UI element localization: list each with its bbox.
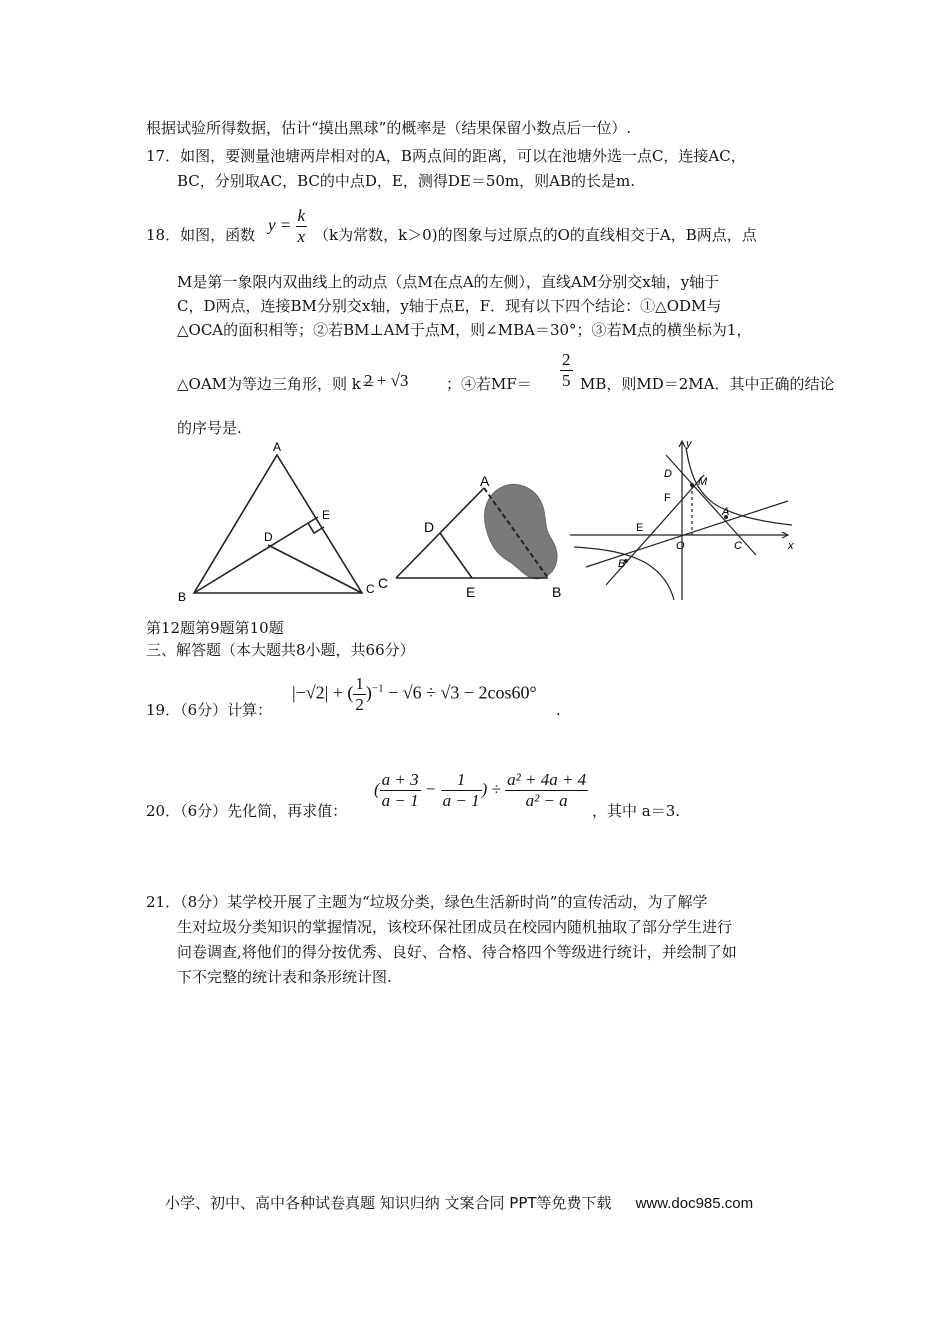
q20-num3: a² + 4a + 4	[507, 770, 587, 789]
figure-pond-9	[372, 470, 577, 605]
question-18-line2: M是第一象限内双曲线上的动点（点M在点A的左侧），直线AM分别交x轴，y轴于	[177, 273, 720, 291]
q19-part-b: )	[365, 682, 372, 703]
question-18-line4: △OCA的面积相等；②若BM⊥AM于点M，则∠MBA＝30°；③若M点的横坐标为1，	[177, 321, 752, 339]
triangle-abc	[194, 455, 362, 593]
fraction-denominator-x: x	[297, 227, 306, 246]
label-c: C	[378, 575, 389, 591]
k-value: 2 + √3	[364, 371, 409, 390]
figure-hyperbola-10	[566, 435, 806, 600]
label-b: B	[552, 584, 562, 600]
y-equals: y =	[268, 215, 292, 235]
question-18-line6: 的序号是.	[177, 419, 242, 437]
question-19-prefix: 19．（6分）计算：	[146, 701, 273, 719]
page-footer	[165, 1192, 753, 1213]
question-18-line1-suffix: （k为常数，k＞0)的图象与过原点的O的直线相交于A，B两点，点	[314, 226, 757, 244]
question-21-line1: 21．（8分）某学校开展了主题为“垃圾分类，绿色生活新时尚”的宣传活动，为了解学	[146, 893, 708, 911]
function-formula	[268, 206, 307, 247]
q19-part-c: − √6 ÷ √3 − 2cos60°	[383, 682, 537, 703]
question-21-line2: 生对垃圾分类知识的掌握情况，该校环保社团成员在校园内随机抽取了部分学生进行	[177, 918, 733, 936]
label-c: C	[366, 582, 375, 596]
question-21-line3: 问卷调查,将他们的得分按优秀、良好、合格、待合格四个等级进行统计，并绘制了如	[177, 943, 737, 961]
question-17-line1: 17．如图，要测量池塘两岸相对的A，B两点间的距离，可以在池塘外选一点C，连接AC，	[146, 147, 746, 165]
q20-den3: a² − a	[505, 790, 588, 811]
question-18-line5-c: MB，则MD＝2MA．其中正确的结论	[580, 375, 835, 393]
line-probability: 根据试验所得数据，估计“摸出黑球”的概率是（结果保留小数点后一位）.	[146, 119, 632, 137]
question-17-line2: BC，分别取AC，BC的中点D，E，测得DE＝50m，则AB的长是m.	[177, 172, 635, 190]
question-18-line1-prefix: 18．如图，函数	[146, 226, 256, 244]
footer-url[interactable]: www.doc985.com	[635, 1195, 754, 1212]
label-d: D	[664, 468, 672, 480]
fraction-numerator-k: k	[297, 206, 306, 225]
question-18-line3: C，D两点，连接BM分别交x轴，y轴于点E，F．现有以下四个结论：①△ODM与	[177, 297, 722, 315]
fraction-denominator-5: 5	[562, 371, 571, 390]
label-y: y	[686, 438, 692, 450]
q20-num1: a + 3	[381, 770, 419, 789]
q20-den2: a − 1	[442, 791, 480, 810]
q20-num2: 1	[456, 770, 466, 789]
question-20-suffix: ，其中 a＝3.	[592, 802, 681, 820]
q19-period: .	[556, 701, 561, 719]
section-three-heading: 三、解答题（本大题共8小题，共66分）	[146, 641, 415, 659]
question-18-line5-b: ；④若MF＝	[446, 375, 532, 393]
pond-shape	[485, 484, 557, 578]
label-e: E	[466, 584, 476, 600]
label-d: D	[264, 530, 273, 544]
point-m	[690, 483, 694, 487]
q20-minus: −	[420, 779, 441, 799]
q19-part-a: |−√2| + (	[292, 682, 354, 703]
label-d: D	[424, 519, 435, 535]
label-m: M	[698, 476, 708, 488]
question-21-line4: 下不完整的统计表和条形统计图.	[177, 968, 392, 986]
figure-triangle-12	[170, 435, 385, 607]
question-20-prefix: 20．（6分）先化简，再求值：	[146, 802, 348, 820]
label-b: B	[618, 558, 626, 570]
label-e: E	[636, 522, 644, 534]
question-19-expression	[292, 674, 537, 715]
label-c: C	[734, 540, 742, 552]
q20-den1: a − 1	[381, 791, 419, 810]
label-a: A	[722, 506, 730, 518]
footer-text: 小学、初中、高中各种试卷真题 知识归纳 文案合同 PPT等免费下载	[165, 1194, 612, 1212]
q20-close: ) ÷	[481, 779, 506, 799]
q20-open: (	[374, 779, 380, 799]
q19-frac-den: 2	[355, 695, 364, 714]
question-18-line5-a: △OAM为等边三角形，则 k＝	[177, 375, 376, 393]
segment-d-e	[440, 533, 472, 578]
q19-frac-num: 1	[355, 674, 364, 693]
label-x: x	[788, 540, 794, 552]
q19-exponent: −1	[371, 682, 384, 695]
figure-captions: 第12题第9题第10题	[146, 619, 284, 637]
label-a: A	[480, 473, 490, 489]
right-angle-mark	[308, 523, 324, 533]
label-o: O	[676, 540, 685, 552]
label-f: F	[664, 492, 671, 504]
question-20-expression	[374, 770, 588, 811]
line-through-origin	[586, 501, 788, 567]
fraction-two-fifths	[560, 350, 573, 391]
label-a: A	[273, 440, 282, 454]
segment-b-e	[194, 517, 318, 593]
label-e: E	[322, 508, 331, 522]
label-b: B	[178, 590, 187, 604]
fraction-numerator-2: 2	[562, 350, 571, 369]
